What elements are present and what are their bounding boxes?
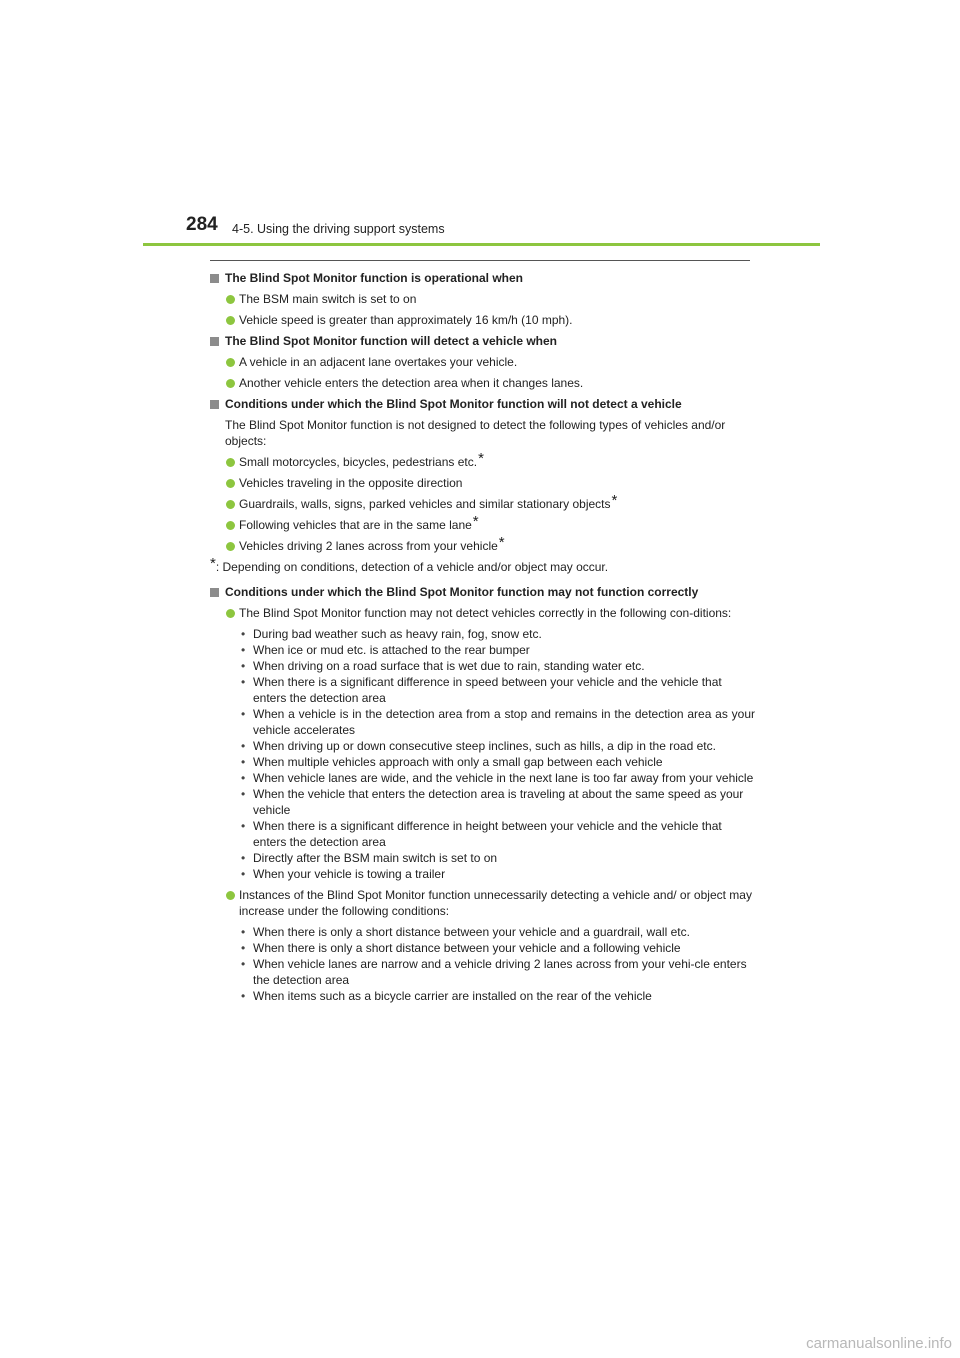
asterisk-mark: * [478,450,484,467]
list-item: Another vehicle enters the detection area when it changes lanes. [210,375,755,391]
section-heading: Conditions under which the Blind Spot Monitor function may not function correctly [210,584,755,600]
circle-bullet-icon [226,521,235,530]
sub-list-item: • When the vehicle that enters the detection area is traveling at about the same speed as your vehicle [239,786,755,818]
sub-list-item: • When multiple vehicles approach with only a small gap between each vehicle [239,754,755,770]
sub-list-item: • When vehicle lanes are narrow and a vehicle driving 2 lanes across from your vehi-cle enters the detection area [239,956,755,988]
sub-list-item: • When there is a significant difference in speed between your vehicle and the vehicle that enters the detection area [239,674,755,706]
asterisk-mark: * [498,534,505,551]
asterisk-mark: * [472,513,479,530]
list-item: The BSM main switch is set to on [210,291,755,307]
list-item: A vehicle in an adjacent lane overtakes your vehicle. [210,354,755,370]
sub-list-item: • When driving up or down consecutive steep inclines, such as hills, a dip in the road etc. [239,738,755,754]
circle-bullet-icon [226,542,235,551]
footnote: *: Depending on conditions, detection of a vehicle and/or object may occur. [210,555,609,574]
sub-list-item: • When there is a significant difference in height between your vehicle and the vehicle that enters the detection area [239,818,755,850]
page-number: 284 [186,214,218,235]
section-heading: Conditions under which the Blind Spot Monitor function will not detect a vehicle [210,396,755,412]
circle-bullet-icon [226,358,235,367]
list-item: Following vehicles that are in the same lane* [210,517,755,533]
list-item: Vehicles driving 2 lanes across from your vehicle* [210,538,755,554]
section-heading: The Blind Spot Monitor function is operational when [210,270,755,286]
asterisk-mark: * [210,555,216,572]
asterisk-mark: * [611,492,618,509]
sub-list-item: • When there is only a short distance between your vehicle and a guardrail, wall etc. [239,924,755,940]
circle-bullet-icon [226,891,235,900]
square-bullet-icon [210,588,219,597]
sub-list-item: • When your vehicle is towing a trailer [239,866,755,882]
sub-list-item: • When ice or mud etc. is attached to the rear bumper [239,642,755,658]
sub-list-item: • During bad weather such as heavy rain, fog, snow etc. [239,626,755,642]
section-title: 4-5. Using the driving support systems [232,222,445,236]
circle-bullet-icon [226,458,235,467]
list-item: Vehicle speed is greater than approximately 16 km/h (10 mph). [210,312,755,328]
list-item: Instances of the Blind Spot Monitor function unnecessarily detecting a vehicle and/ or object may increase under the following conditions: [210,887,755,919]
square-bullet-icon [210,400,219,409]
sub-list-item: • When there is only a short distance between your vehicle and a following vehicle [239,940,755,956]
circle-bullet-icon [226,295,235,304]
sub-list-item: • Directly after the BSM main switch is set to on [239,850,755,866]
circle-bullet-icon [226,500,235,509]
list-item: Small motorcycles, bicycles, pedestrians etc.* [210,454,755,470]
list-item: The Blind Spot Monitor function may not detect vehicles correctly in the following con-ditions: [210,605,755,621]
sub-list-item: • When a vehicle is in the detection area from a stop and remains in the detection area as your vehicle accelerates [239,706,755,738]
sub-list [210,924,755,1004]
square-bullet-icon [210,337,219,346]
sub-list-item: • When vehicle lanes are wide, and the vehicle in the next lane is too far away from your vehicle [239,770,755,786]
section-intro: The Blind Spot Monitor function is not designed to detect the following types of vehicles and/or objects: [225,418,726,448]
circle-bullet-icon [226,479,235,488]
list-item: Guardrails, walls, signs, parked vehicles and similar stationary objects* [210,496,755,512]
square-bullet-icon [210,274,219,283]
circle-bullet-icon [226,316,235,325]
content-rule [210,260,750,261]
section-heading: The Blind Spot Monitor function will detect a vehicle when [210,333,755,349]
sub-list-item: • When items such as a bicycle carrier are installed on the rear of the vehicle [239,988,755,1004]
page-content [210,270,755,1009]
header-rule [143,243,820,246]
list-item: Vehicles traveling in the opposite direction [210,475,755,491]
circle-bullet-icon [226,609,235,618]
sub-list [210,626,755,882]
watermark: carmanualsonline.info [806,1335,952,1352]
sub-list-item: • When driving on a road surface that is wet due to rain, standing water etc. [239,658,755,674]
circle-bullet-icon [226,379,235,388]
